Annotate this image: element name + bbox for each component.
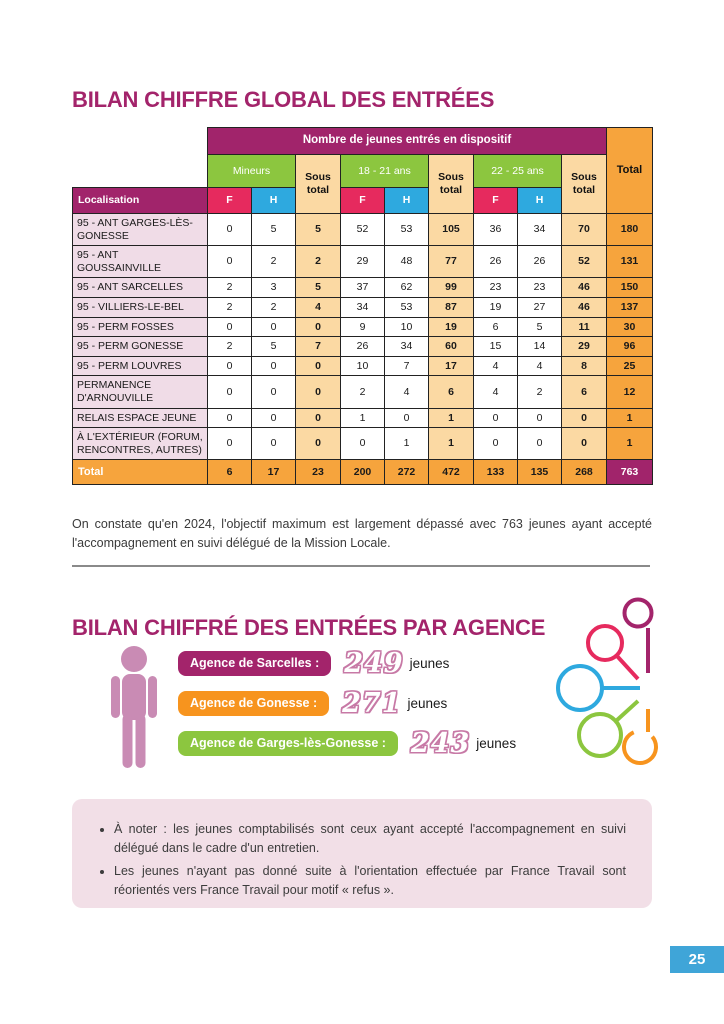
table-row — [73, 214, 653, 246]
table-row — [73, 337, 653, 357]
cell-sous-total: 8 — [562, 356, 607, 376]
cell-sous-total: 11 — [562, 317, 607, 337]
cell-sous-total: 77 — [429, 246, 474, 278]
cell-value: 2 — [518, 376, 562, 408]
cell-value: 53 — [385, 214, 429, 246]
cell-sous-total: 105 — [429, 214, 474, 246]
total-row-label: Total — [73, 460, 208, 485]
total-cell: 6 — [208, 460, 252, 485]
agency-pill: Agence de Sarcelles : — [178, 651, 331, 676]
cell-value: 2 — [208, 278, 252, 298]
cell-value: 19 — [474, 297, 518, 317]
table-row — [73, 356, 653, 376]
cell-value: 5 — [252, 337, 296, 357]
cell-value: 0 — [208, 408, 252, 428]
cell-value: 0 — [252, 428, 296, 460]
cell-value: 4 — [518, 356, 562, 376]
cell-sous-total: 1 — [429, 408, 474, 428]
cell-sous-total: 60 — [429, 337, 474, 357]
cell-value: 0 — [208, 317, 252, 337]
sous-total-header: Sous total — [296, 155, 341, 214]
header-h: H — [518, 188, 562, 214]
cell-value: 62 — [385, 278, 429, 298]
cell-sous-total: 2 — [296, 246, 341, 278]
cell-value: 0 — [208, 428, 252, 460]
cell-total: 131 — [607, 246, 653, 278]
total-cell: 472 — [429, 460, 474, 485]
note-box — [72, 799, 652, 908]
cell-value: 2 — [252, 297, 296, 317]
cell-value: 34 — [385, 337, 429, 357]
cell-value: 0 — [252, 356, 296, 376]
header-f: F — [208, 188, 252, 214]
table-header — [73, 128, 653, 214]
row-label: 95 - VILLIERS-LE-BEL — [73, 297, 208, 317]
table-row — [73, 376, 653, 408]
note-bullet: • À noter : les jeunes comptabilisés sont ceux ayant accepté l'accompagnement en suivi délégué dans le cadre d'un entretien. — [114, 820, 626, 859]
cell-value: 37 — [341, 278, 385, 298]
cell-value: 1 — [341, 408, 385, 428]
cell-value: 0 — [252, 317, 296, 337]
table-row — [73, 317, 653, 337]
table-body — [73, 214, 653, 485]
table-row — [73, 408, 653, 428]
cell-value: 29 — [341, 246, 385, 278]
cell-sous-total: 7 — [296, 337, 341, 357]
cell-value: 0 — [474, 428, 518, 460]
cell-value: 23 — [474, 278, 518, 298]
cell-value: 10 — [341, 356, 385, 376]
agency-unit: jeunes — [476, 735, 517, 751]
table-top-header: Nombre de jeunes entrés en dispositif — [208, 128, 607, 155]
cell-sous-total: 0 — [296, 317, 341, 337]
cell-sous-total: 29 — [562, 337, 607, 357]
agency-pill: Agence de Garges-lès-Gonesse : — [178, 731, 398, 756]
agency-row — [178, 649, 516, 677]
cell-value: 0 — [208, 376, 252, 408]
cell-value: 0 — [208, 246, 252, 278]
cell-sous-total: 1 — [429, 428, 474, 460]
cell-value: 36 — [474, 214, 518, 246]
cell-value: 34 — [341, 297, 385, 317]
header-h: H — [385, 188, 429, 214]
cell-sous-total: 5 — [296, 278, 341, 298]
cell-value: 14 — [518, 337, 562, 357]
cell-value: 0 — [518, 408, 562, 428]
cell-total: 25 — [607, 356, 653, 376]
section-title-bilan-global: BILAN CHIFFRE GLOBAL DES ENTRÉES — [72, 86, 495, 112]
table-row — [73, 297, 653, 317]
cell-value: 0 — [208, 214, 252, 246]
cell-sous-total: 0 — [562, 408, 607, 428]
cell-value: 0 — [252, 408, 296, 428]
cell-value: 0 — [518, 428, 562, 460]
cell-sous-total: 0 — [562, 428, 607, 460]
cell-sous-total: 0 — [296, 408, 341, 428]
cell-value: 48 — [385, 246, 429, 278]
cell-value: 7 — [385, 356, 429, 376]
agency-row — [178, 689, 516, 717]
cell-value: 2 — [208, 337, 252, 357]
total-column-header: Total — [607, 128, 653, 214]
cell-value: 3 — [252, 278, 296, 298]
row-label: 95 - ANT GARGES-LÈS-GONESSE — [73, 214, 208, 246]
cell-sous-total: 0 — [296, 428, 341, 460]
sous-total-header: Sous total — [562, 155, 607, 214]
row-label: 95 - ANT GOUSSAINVILLE — [73, 246, 208, 278]
section-divider — [72, 565, 650, 567]
cell-sous-total: 99 — [429, 278, 474, 298]
cell-total: 150 — [607, 278, 653, 298]
cell-value: 15 — [474, 337, 518, 357]
cell-value: 2 — [252, 246, 296, 278]
sous-total-header: Sous total — [429, 155, 474, 214]
age-group-18-21: 18 - 21 ans — [341, 155, 429, 188]
cell-sous-total: 70 — [562, 214, 607, 246]
table-row — [73, 246, 653, 278]
cell-value: 27 — [518, 297, 562, 317]
row-label: À L'EXTÉRIEUR (FORUM, RENCONTRES, AUTRES) — [73, 428, 208, 460]
row-label: 95 - PERM GONESSE — [73, 337, 208, 357]
note-bullet: • Les jeunes n'ayant pas donné suite à l'orientation effectuée par France Travail sont réorientés vers France Travail pour motif « refus ». — [114, 862, 626, 901]
total-cell: 200 — [341, 460, 385, 485]
header-f: F — [474, 188, 518, 214]
cell-value: 4 — [385, 376, 429, 408]
cell-total: 12 — [607, 376, 653, 408]
table-row — [73, 428, 653, 460]
cell-value: 26 — [474, 246, 518, 278]
cell-value: 4 — [474, 376, 518, 408]
agency-pill: Agence de Gonesse : — [178, 691, 329, 716]
row-label: 95 - ANT SARCELLES — [73, 278, 208, 298]
cell-value: 52 — [341, 214, 385, 246]
header-f: F — [341, 188, 385, 214]
row-label: PERMANENCE D'ARNOUVILLE — [73, 376, 208, 408]
cell-value: 26 — [341, 337, 385, 357]
cell-value: 53 — [385, 297, 429, 317]
circles-decoration — [548, 588, 660, 785]
agency-unit: jeunes — [409, 655, 450, 671]
cell-total: 180 — [607, 214, 653, 246]
cell-sous-total: 19 — [429, 317, 474, 337]
person-icon — [106, 646, 162, 773]
total-cell: 272 — [385, 460, 429, 485]
cell-value: 0 — [252, 376, 296, 408]
header-h: H — [252, 188, 296, 214]
row-label: 95 - PERM FOSSES — [73, 317, 208, 337]
cell-sous-total: 46 — [562, 278, 607, 298]
agency-row — [178, 729, 516, 757]
page-number: 25 — [670, 946, 724, 973]
cell-total: 30 — [607, 317, 653, 337]
cell-value: 2 — [341, 376, 385, 408]
total-cell: 17 — [252, 460, 296, 485]
cell-total: 1 — [607, 428, 653, 460]
summary-paragraph: On constate qu'en 2024, l'objectif maximum est largement dépassé avec 763 jeunes ayant accepté l'accompagnement en suivi délégué de la Mission Locale. — [72, 516, 652, 550]
cell-sous-total: 87 — [429, 297, 474, 317]
cell-value: 0 — [208, 356, 252, 376]
cell-value: 23 — [518, 278, 562, 298]
cell-sous-total: 0 — [296, 356, 341, 376]
agency-unit: jeunes — [407, 695, 448, 711]
agency-stats — [178, 649, 516, 757]
cell-total: 1 — [607, 408, 653, 428]
cell-sous-total: 0 — [296, 376, 341, 408]
table-row — [73, 278, 653, 298]
section-title-bilan-agence: BILAN CHIFFRÉ DES ENTRÉES PAR AGENCE — [72, 614, 546, 640]
cell-sous-total: 5 — [296, 214, 341, 246]
table-total-row — [73, 460, 653, 485]
cell-sous-total: 17 — [429, 356, 474, 376]
cell-value: 2 — [208, 297, 252, 317]
cell-value: 5 — [252, 214, 296, 246]
total-cell: 135 — [518, 460, 562, 485]
cell-sous-total: 6 — [562, 376, 607, 408]
cell-value: 10 — [385, 317, 429, 337]
cell-total: 137 — [607, 297, 653, 317]
total-cell: 268 — [562, 460, 607, 485]
cell-value: 0 — [341, 428, 385, 460]
grand-total-cell: 763 — [607, 460, 653, 485]
cell-value: 26 — [518, 246, 562, 278]
cell-value: 1 — [385, 428, 429, 460]
cell-value: 9 — [341, 317, 385, 337]
agency-count: 271 — [342, 687, 402, 719]
cell-value: 34 — [518, 214, 562, 246]
total-cell: 133 — [474, 460, 518, 485]
cell-value: 6 — [474, 317, 518, 337]
row-label: RELAIS ESPACE JEUNE — [73, 408, 208, 428]
cell-total: 96 — [607, 337, 653, 357]
age-group-22-25: 22 - 25 ans — [474, 155, 562, 188]
cell-value: 0 — [474, 408, 518, 428]
agency-count: 249 — [344, 647, 404, 679]
blank-corner — [73, 128, 208, 188]
cell-sous-total: 52 — [562, 246, 607, 278]
total-cell: 23 — [296, 460, 341, 485]
cell-sous-total: 4 — [296, 297, 341, 317]
entries-table — [72, 127, 653, 485]
row-label: 95 - PERM LOUVRES — [73, 356, 208, 376]
cell-sous-total: 46 — [562, 297, 607, 317]
cell-value: 5 — [518, 317, 562, 337]
note-list — [72, 820, 652, 901]
age-group-mineurs: Mineurs — [208, 155, 296, 188]
cell-sous-total: 6 — [429, 376, 474, 408]
cell-value: 4 — [474, 356, 518, 376]
cell-value: 0 — [385, 408, 429, 428]
agency-count: 243 — [410, 727, 471, 759]
localisation-header: Localisation — [73, 188, 208, 214]
